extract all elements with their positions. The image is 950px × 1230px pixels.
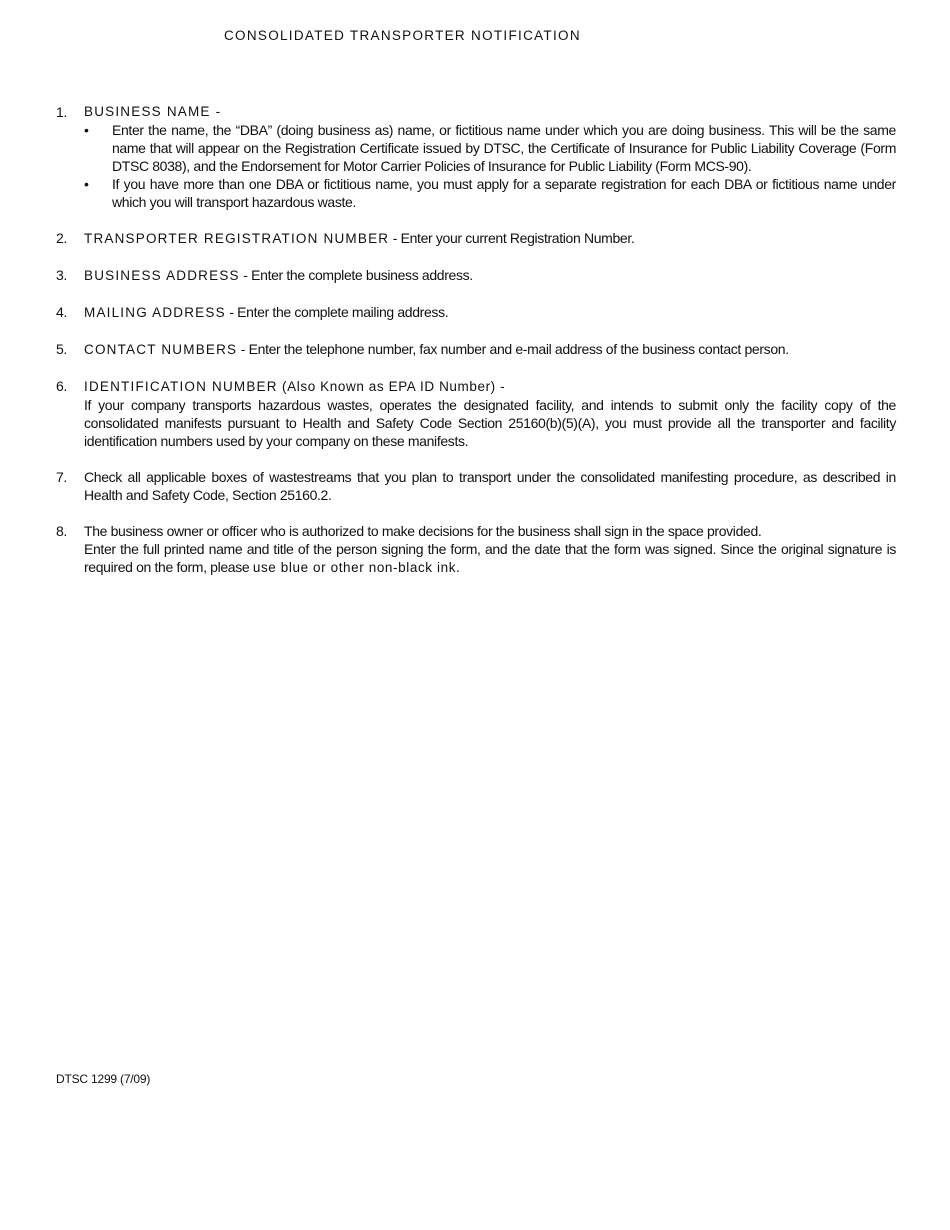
instructions-list — [56, 103, 896, 595]
item-heading: IDENTIFICATION NUMBER — [84, 379, 278, 394]
form-code: DTSC 1299 (7/09) — [56, 1072, 151, 1086]
bullet-text: Enter the name, the “DBA” (doing business as) name, or fictitious name under which you are doing business. This will be the same name that will appear on the Registration Certificate issued by DTSC, the Certificate of Insurance for Public Liability Coverage (Form DTSC 8038), and the Endorsement for Motor Carrier Policies of Insurance for Public Liability (Form MCS-90). — [112, 122, 896, 174]
instruction-item-business-name — [56, 103, 896, 211]
item-number: 1. — [56, 104, 67, 120]
item-number: 4. — [56, 304, 67, 320]
item-heading-note: (Also Known as EPA ID Number) - — [277, 379, 506, 394]
item-heading: BUSINESS ADDRESS — [84, 268, 240, 283]
item-text: - Enter the complete mailing address. — [225, 304, 449, 320]
instruction-item-identification-number — [56, 377, 896, 450]
bullet-icon: • — [84, 122, 89, 138]
bullet-text: If you have more than one DBA or fictitious name, you must apply for a separate registration for each DBA or fictitious name under which you will transport hazardous waste. — [112, 176, 896, 210]
bullet-item — [84, 175, 896, 211]
item-lead: The business owner or officer who is authorized to make decisions for the business shall sign in the space provided. — [84, 523, 762, 539]
bullet-list — [84, 121, 896, 211]
item-text: - Enter the complete business address. — [239, 267, 473, 283]
item-heading: CONTACT NUMBERS — [84, 342, 238, 357]
item-body: If your company transports hazardous wastes, operates the designated facility, and intends to submit only the facility copy of the consolidated manifests pursuant to Health and Safety Code Section 25160(b)(5)(A), you must provide all the transporter and facility identification numbers used by your company on these manifests. — [84, 397, 896, 449]
instruction-item-registration-number — [56, 229, 896, 248]
item-number: 5. — [56, 341, 67, 357]
instruction-item-wastestreams — [56, 468, 896, 504]
bullet-icon: • — [84, 176, 89, 192]
item-body: Enter the full printed name and title of the person signing the form, and the date that the form was signed. Since the original signature is required on the form, please — [84, 541, 896, 575]
instruction-item-contact-numbers — [56, 340, 896, 359]
item-heading: TRANSPORTER REGISTRATION NUMBER — [84, 231, 390, 246]
item-body-container — [84, 540, 896, 577]
instruction-item-mailing-address — [56, 303, 896, 322]
item-number: 2. — [56, 230, 67, 246]
item-heading: MAILING ADDRESS — [84, 305, 226, 320]
item-number: 6. — [56, 378, 67, 394]
instruction-item-signature — [56, 522, 896, 577]
page-title: CONSOLIDATED TRANSPORTER NOTIFICATION — [224, 28, 581, 43]
item-text: - Enter your current Registration Number. — [389, 230, 635, 246]
item-number: 3. — [56, 267, 67, 283]
instruction-item-business-address — [56, 266, 896, 285]
item-body: Check all applicable boxes of wastestreams that you plan to transport under the consolidated manifesting procedure, as described in Health and Safety Code, Section 25160.2. — [84, 469, 896, 503]
item-number: 7. — [56, 469, 67, 485]
item-text: - Enter the telephone number, fax number and e-mail address of the business contact person. — [237, 341, 789, 357]
item-heading: BUSINESS NAME - — [84, 104, 222, 119]
item-number: 8. — [56, 523, 67, 539]
item-body-ink-note: use blue or other non-black ink. — [252, 560, 461, 575]
bullet-item — [84, 121, 896, 175]
